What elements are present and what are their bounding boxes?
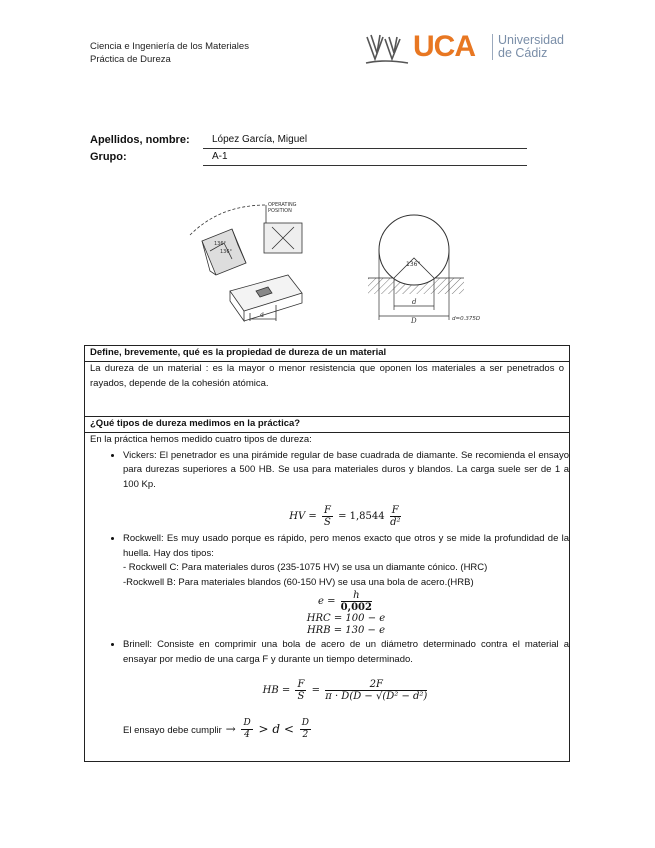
vickers-angle-1: 136° xyxy=(214,241,227,247)
group-value: A-1 xyxy=(212,151,228,162)
rockwell-e-den: 0,002 xyxy=(340,602,372,613)
ball-dimension-D: D xyxy=(411,317,417,325)
brinell-description: Brinell: Consiste en comprimir una bola de acero de un diámetro determinado contra el material a ensayar por medio de una carga F y durante un tiempo determinado. xyxy=(123,639,569,665)
brinell-fraction-2 xyxy=(325,679,427,702)
logo-university-name xyxy=(492,34,564,60)
brinell-condition-frac-1-den: 4 xyxy=(244,730,250,740)
logo-line-1: Universidad xyxy=(498,33,565,47)
vickers-fraction-2-num: F xyxy=(391,505,399,516)
logo-line-2: de Cádiz xyxy=(498,46,548,60)
brinell-fraction-1-num: F xyxy=(297,679,305,690)
question-1-title: Define, brevemente, qué es la propiedad de dureza de un material xyxy=(85,346,569,362)
vickers-fraction-2 xyxy=(390,505,401,528)
hardness-types-list xyxy=(85,448,569,742)
vickers-description: Vickers: El penetrador es una pirámide regular de base cuadrada de diamante. Se recomienda el ensayo para durezas superiores a 500 HB. Se usa para materiales duros y blandos. La carga suele ser de 1 a 100 Kp. xyxy=(123,449,569,490)
vickers-fraction-2-den: d² xyxy=(390,517,401,528)
rockwell-e-fraction xyxy=(341,590,372,613)
name-underline xyxy=(203,148,527,149)
rockwell-b: -Rockwell B: Para materiales blandos (60-150 HV) se usa una bola de acero.(HRB) xyxy=(123,576,474,588)
brinell-condition-frac-2-num: D xyxy=(301,718,309,728)
vickers-label-1: OPERATING xyxy=(268,202,297,208)
brinell-ball-figure xyxy=(366,210,486,330)
vickers-indenter-figure xyxy=(180,193,320,333)
document-header xyxy=(90,40,249,66)
vickers-angle-2: 136° xyxy=(220,249,233,255)
question-2-intro: En la práctica hemos medido cuatro tipos de dureza: xyxy=(90,434,312,445)
question-1-answer: La dureza de un material : es la mayor o menor resistencia que oponen los materiales a ser penetrados o rayados, depende de la cohesión atómica. xyxy=(90,363,564,389)
logo-wordmark: UCA xyxy=(413,30,475,63)
brinell-fraction-1-den: S xyxy=(297,691,305,702)
vickers-fraction-1 xyxy=(322,505,333,528)
brinell-formula-eq: = xyxy=(308,685,324,696)
brinell-condition-inequality: > d < xyxy=(254,722,298,736)
brinell-condition-text: El ensayo debe cumplir xyxy=(123,725,222,736)
rockwell-e-lhs: e = xyxy=(318,596,339,607)
list-item-vickers xyxy=(123,448,569,532)
brinell-condition-arrow: → xyxy=(221,722,240,736)
list-item-rockwell xyxy=(123,531,569,637)
brinell-condition-frac-2-den: 2 xyxy=(302,730,309,740)
hrc-formula: HRC = 100 − e xyxy=(306,613,386,624)
name-value: López García, Miguel xyxy=(212,134,308,145)
hrb-formula: HRB = 130 − e xyxy=(306,625,386,636)
ball-dimension-d: d xyxy=(412,298,417,306)
brinell-formula xyxy=(123,667,569,718)
rockwell-formulas xyxy=(123,590,569,637)
rockwell-e-formula xyxy=(123,590,569,613)
brinell-formula-lhs: HB = xyxy=(262,685,294,696)
ball-angle: 136° xyxy=(406,261,421,268)
laurel-emblem-icon xyxy=(364,29,410,67)
rockwell-description: Rockwell: Es muy usado porque es rápido, pero menos exacto que otros y se mide la profundidad de la huella. Hay dos tipos: xyxy=(123,533,569,559)
brinell-fraction-2-num: 2F xyxy=(325,679,427,691)
brinell-condition-formula xyxy=(221,718,313,740)
question-2-title: ¿Qué tipos de dureza medimos en la práctica? xyxy=(85,417,569,433)
brinell-fraction-2-den: π · D(D − √(D² − d²) xyxy=(325,691,428,702)
vickers-dimension-d: d xyxy=(260,312,264,319)
name-label: Apellidos, nombre: xyxy=(90,134,190,146)
rockwell-e-num: h xyxy=(341,590,372,602)
brinell-condition-frac-1 xyxy=(241,718,252,741)
rockwell-c: - Rockwell C: Para materiales duros (235-1075 HV) se usa un diamante cónico. (HRC) xyxy=(123,562,488,573)
question-2-box xyxy=(84,416,570,762)
practice-title: Práctica de Dureza xyxy=(90,54,171,65)
brinell-condition-frac-1-num: D xyxy=(243,718,251,728)
brinell-fraction-1 xyxy=(295,679,306,702)
course-title: Ciencia e Ingeniería de los Materiales xyxy=(90,41,249,52)
vickers-formula-constant: = 1,8544 xyxy=(334,511,388,522)
vickers-fraction-1-den: S xyxy=(323,517,331,528)
vickers-formula xyxy=(123,492,569,531)
university-logo xyxy=(364,29,574,69)
group-underline xyxy=(203,165,527,166)
vickers-fraction-1-num: F xyxy=(323,505,331,516)
brinell-condition-frac-2 xyxy=(300,718,311,741)
group-label: Grupo: xyxy=(90,151,127,163)
brinell-condition xyxy=(123,718,569,741)
ball-note: d=0.375D xyxy=(452,316,481,322)
question-1-box xyxy=(84,345,570,417)
vickers-label-2: POSITION xyxy=(268,208,292,214)
vickers-formula-lhs: HV = xyxy=(289,511,320,522)
list-item-brinell xyxy=(123,637,569,741)
